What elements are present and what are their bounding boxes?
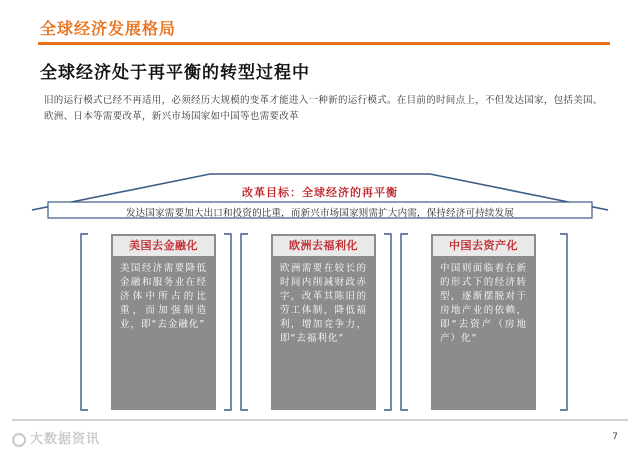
watermark-text: 大数据资讯 [30, 432, 101, 447]
page-subtitle: 全球经济处于再平衡的转型过程中 [40, 63, 310, 83]
bracket-right-3 [560, 234, 567, 410]
page-number: 7 [612, 432, 618, 442]
bracket-left-3 [401, 234, 408, 410]
pillar-china [431, 234, 536, 410]
header-title: 全球经济发展格局 [40, 19, 177, 38]
bracket-right-2 [384, 234, 391, 410]
pillar-title: 欧洲去福利化 [273, 236, 374, 256]
bracket-left-1 [81, 234, 88, 410]
pillar-body: 中国则面临着在新的形式下的经济转型，逐渐摆脱对于房地产业的依赖，即“去资产（房地产）化” [440, 263, 527, 344]
pillar-europe [271, 234, 376, 410]
watermark-logo-icon [12, 433, 26, 447]
pillar-usa [111, 234, 216, 410]
pillar-body: 美国经济需要降低金融和服务业在经济体中所占的比重，而加强制造业，即“去金融化” [120, 263, 207, 330]
bracket-left-2 [241, 234, 248, 410]
roof-title: 改革目标：全球经济的再平衡 [242, 186, 398, 199]
watermark [12, 428, 100, 447]
roof-description: 发达国家需要加大出口和投资的比重，而新兴市场国家则需扩大内需，保持经济可持续发展 [125, 208, 514, 219]
pillar-body: 欧洲需要在较长的时间内削减财政赤字，改革其陈旧的劳工体制，降低福利，增加竞争力，即“去福利化” [280, 263, 367, 344]
pillar-title: 美国去金融化 [113, 236, 214, 256]
pillar-title: 中国去资产化 [433, 236, 534, 256]
bracket-right-1 [224, 234, 231, 410]
intro-paragraph: 旧的运行模式已经不再适用，必须经历大规模的变革才能进入一种新的运行模式。在目前的时间点上，不但发达国家，包括美国、欧洲、日本等需要改革，新兴市场国家如中国等也需要改革 [44, 95, 603, 122]
